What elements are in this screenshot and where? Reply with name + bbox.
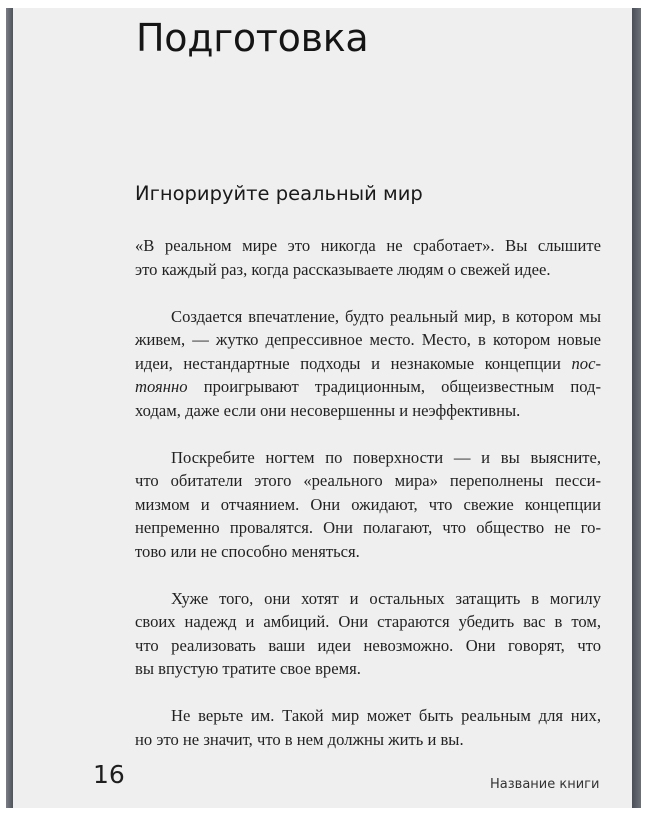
text-line: ходам, даже если они несовершенны и неэффективны.: [135, 400, 521, 420]
line-text: идеи, нестандартные подходы и незнакомые концепции пос-: [135, 353, 601, 373]
text-line: что обитатели этого «реального мира» переполнены песси-: [135, 471, 601, 490]
text-line: что реализовать ваши идеи невозможно. Они говорят, что: [135, 635, 601, 655]
paragraph-2: [135, 305, 601, 423]
book-page: [13, 8, 632, 808]
text-line: вы впустую тратите свое время.: [135, 659, 361, 678]
text-line: своих надежд и амбиций. Они стараются убедить вас в том,: [135, 612, 601, 631]
text-line: это каждый раз, когда рассказываете людям о свежей идее.: [135, 259, 551, 279]
line-text: тоянно проигрывают традиционным, общеизвестным под-: [135, 377, 601, 396]
section-heading: Игнорируйте реальный мир: [135, 182, 423, 205]
text-line: Создается впечатление, будто реальный мир, в котором мы: [171, 306, 601, 326]
text-line: мизмом и отчаянием. Они ожидают, что свежие концепции: [135, 494, 601, 514]
italic-fragment: пос-: [571, 353, 601, 373]
text-line: Не верьте им. Такой мир может быть реальным для них,: [171, 706, 601, 725]
text-line: но это не значит, что в нем должны жить и вы.: [135, 729, 464, 749]
chapter-title: Подготовка: [136, 16, 369, 60]
paragraph-4: [135, 587, 601, 681]
page-stack-edge-right: [632, 8, 641, 808]
italic-fragment: тоянно: [135, 377, 188, 396]
running-footer-book-name: Название книги: [490, 777, 600, 792]
page-number: 16: [93, 760, 125, 789]
text-line-with-italic: [135, 375, 601, 399]
text-line-with-italic: [135, 352, 601, 376]
text-line: тово или не способно меняться.: [135, 541, 360, 561]
text-line: непременно провалятся. Они полагают, что общество не го-: [135, 518, 601, 537]
text-line: живем, — жутко депрессивное место. Место, в котором новые: [135, 330, 601, 349]
page-stack-edge-left: [6, 8, 13, 808]
paragraph-3: [135, 446, 601, 564]
text-line: «В реальном мире это никогда не сработает». Вы слышите: [135, 236, 601, 255]
paragraph-1: [135, 234, 601, 281]
body-text: [135, 234, 601, 775]
text-line: Поскребите ногтем по поверхности — и вы выясните,: [171, 447, 601, 467]
text-line: Хуже того, они хотят и остальных затащить в могилу: [171, 588, 601, 608]
paragraph-5: [135, 704, 601, 751]
